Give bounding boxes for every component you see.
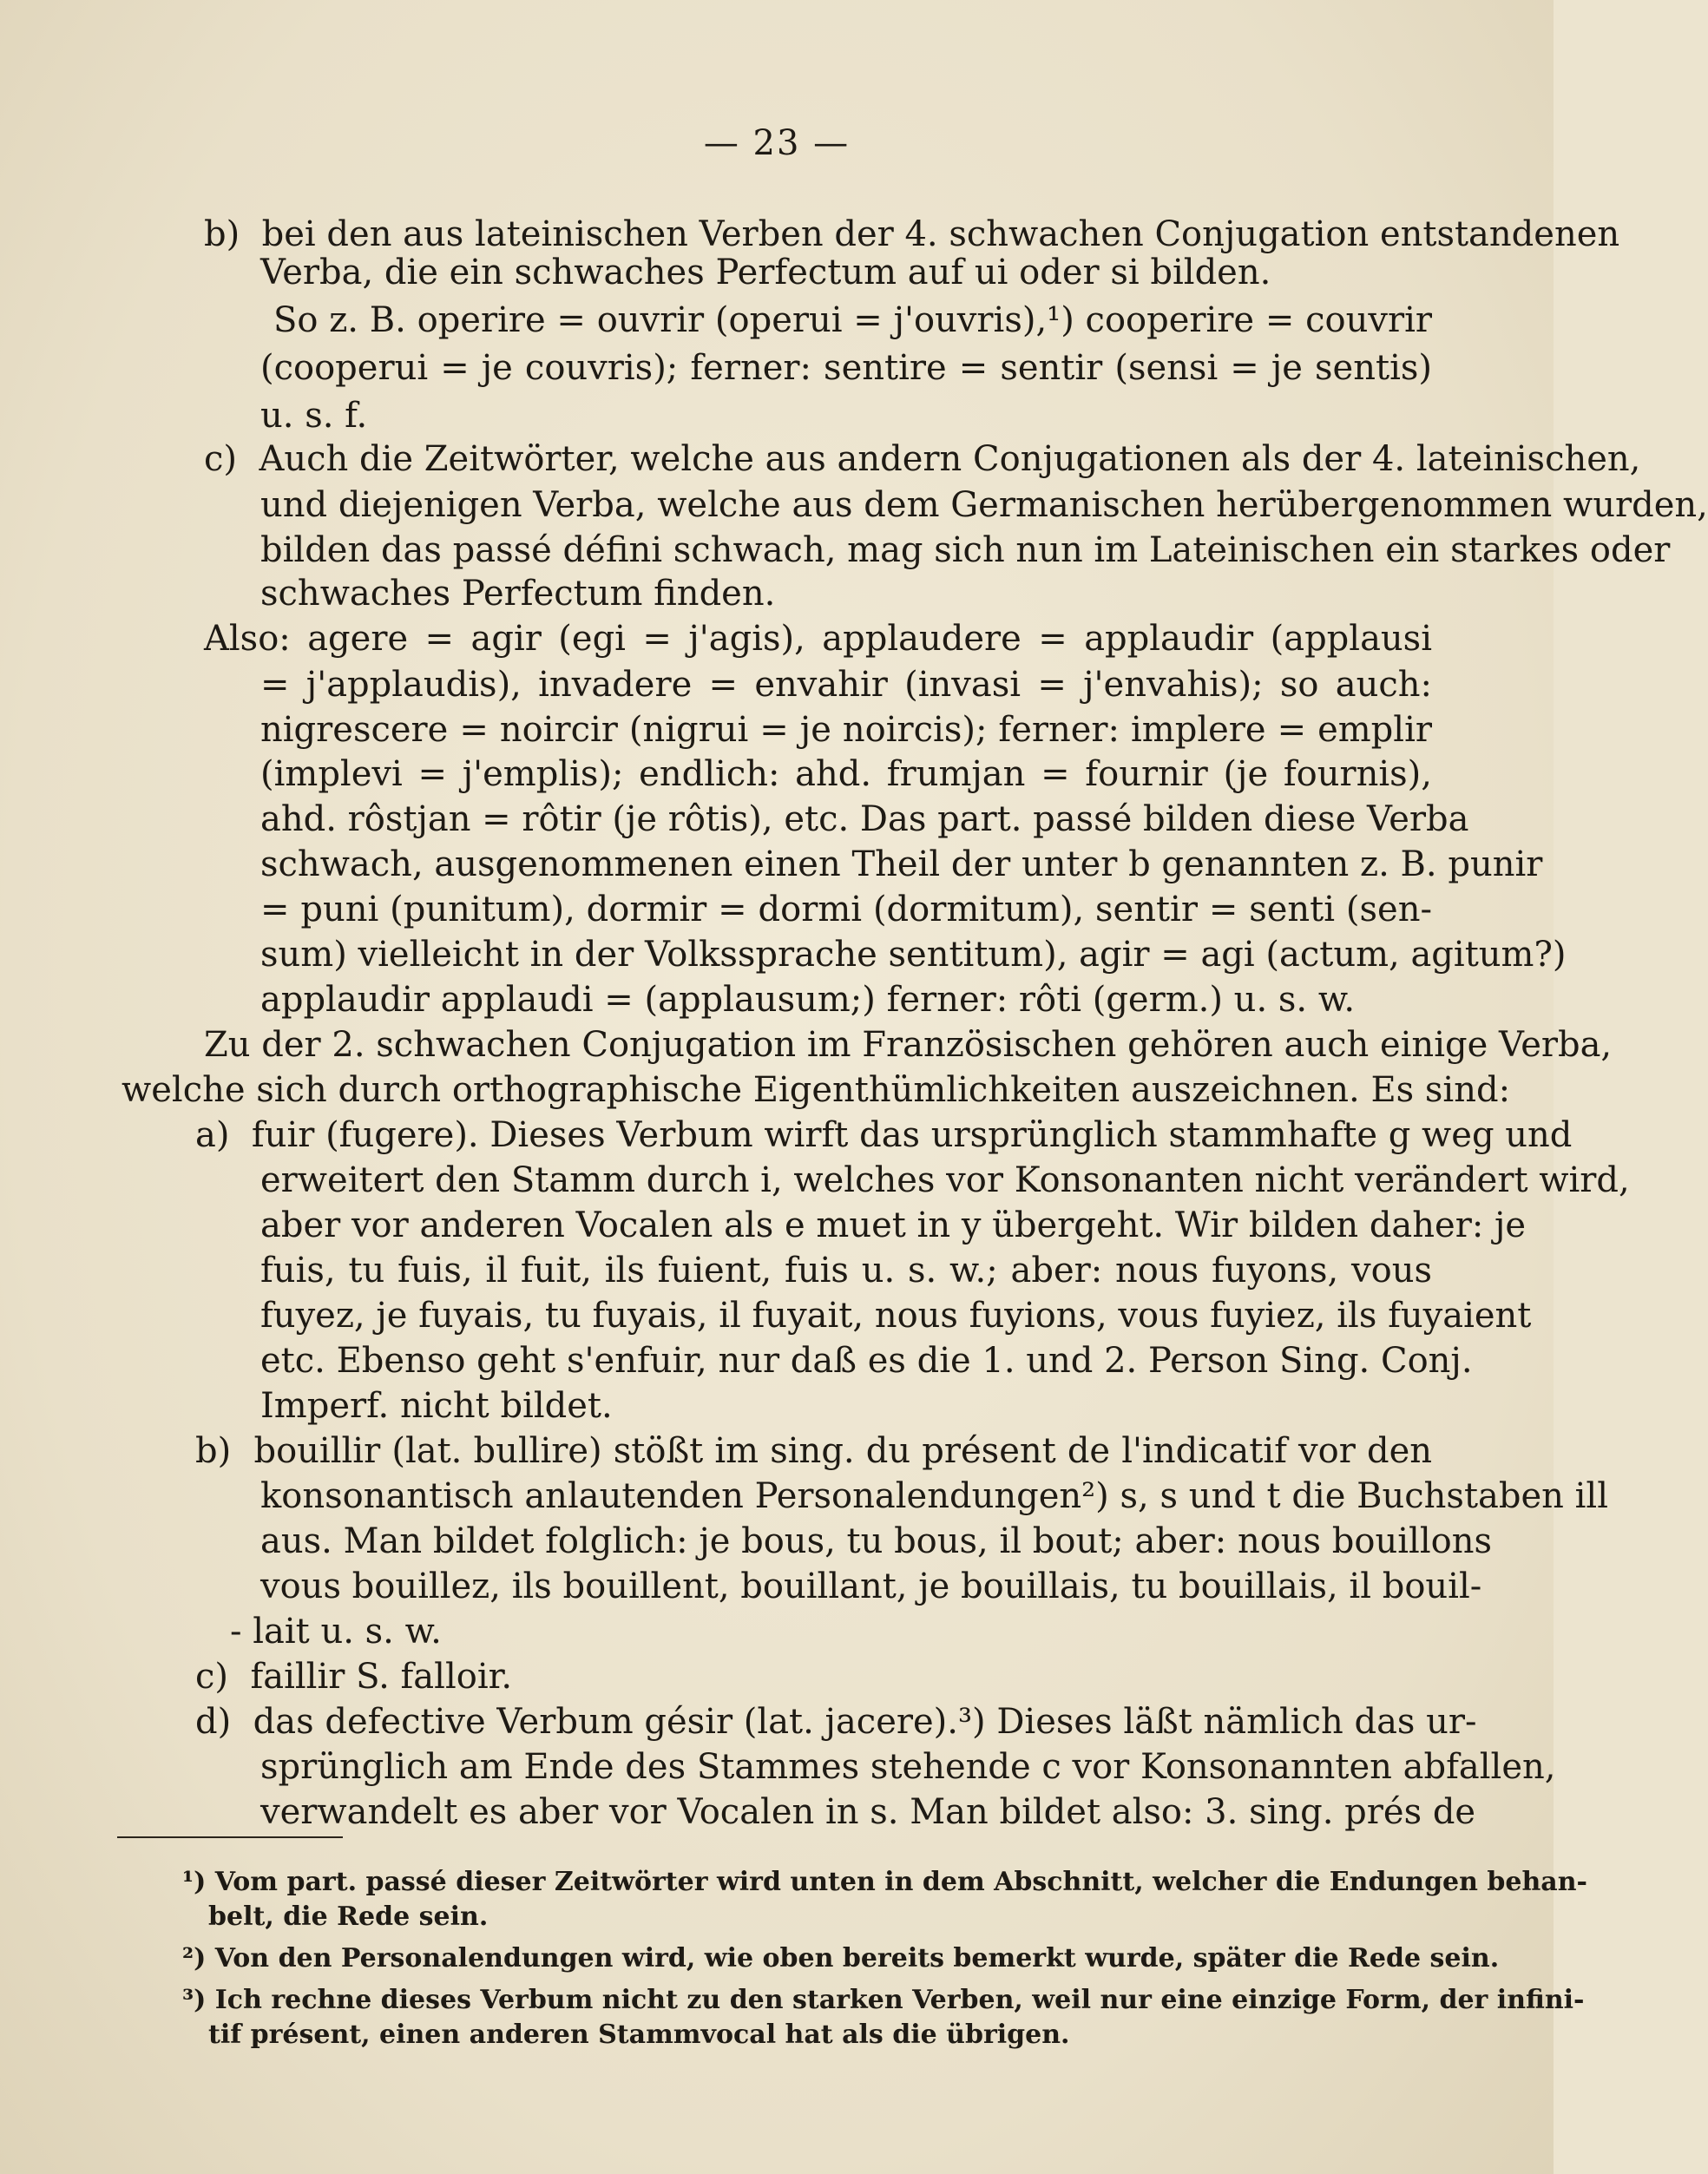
text-line: c) Auch die Zeitwörter, welche aus andern Conjugationen als der 4. lateinischen,	[204, 439, 1641, 479]
text-line: aber vor anderen Vocalen als e muet in y übergeht. Wir bilden daher: je	[260, 1205, 1527, 1245]
footnote-line: ²) Von den Personalendungen wird, wie oben bereits bemerkt wurde, später die Rede sein.	[182, 1943, 1500, 1974]
footnote-line: belt, die Rede sein.	[208, 1901, 489, 1932]
text-line: b) bouillir (lat. bullire) stößt im sing. du présent de l'indicatif vor den	[195, 1431, 1432, 1471]
text-line: - lait u. s. w.	[230, 1612, 442, 1652]
footnote-line: ³) Ich rechne dieses Verbum nicht zu den starken Verben, weil nur eine einzige Form, der infini-	[182, 1985, 1585, 2015]
text-line: erweitert den Stamm durch i, welches vor Konsonanten nicht verändert wird,	[260, 1160, 1630, 1200]
text-line: sum) vielleicht in der Volkssprache sentitum), agir = agi (actum, agitum?)	[260, 935, 1567, 975]
text-line: schwach, ausgenommenen einen Theil der unter b genannten z. B. punir	[260, 844, 1543, 884]
text-line: schwaches Perfectum finden.	[260, 574, 776, 614]
page-number: — 23 —	[703, 123, 851, 163]
text-line: welche sich durch orthographische Eigenthümlichkeiten auszeichnen. Es sind:	[122, 1070, 1511, 1110]
text-line: u. s. f.	[260, 396, 368, 436]
text-line: fuyez, je fuyais, tu fuyais, il fuyait, nous fuyions, vous fuyiez, ils fuyaient	[260, 1296, 1532, 1336]
text-line: Also: agere = agir (egi = j'agis), applaudere = applaudir (applausi	[204, 619, 1432, 659]
text-line: Verba, die ein schwaches Perfectum auf ui oder si bilden.	[260, 253, 1271, 292]
text-line: fuis, tu fuis, il fuit, ils fuient, fuis u. s. w.; aber: nous fuyons, vous	[260, 1251, 1432, 1291]
text-line: So z. B. operire = ouvrir (operui = j'ouvris),¹) cooperire = couvrir	[273, 300, 1432, 340]
text-line: (cooperui = je couvris); ferner: sentire = sentir (sensi = je sentis)	[260, 348, 1432, 388]
text-line: verwandelt es aber vor Vocalen in s. Man bildet also: 3. sing. prés de	[260, 1792, 1476, 1832]
text-line: = puni (punitum), dormir = dormi (dormitum), sentir = senti (sen-	[260, 890, 1432, 929]
text-line: Zu der 2. schwachen Conjugation im Französischen gehören auch einige Verba,	[204, 1025, 1613, 1065]
footnote-rule	[117, 1836, 343, 1838]
text-line: konsonantisch anlautenden Personalendungen²) s, s und t die Buchstaben ill	[260, 1476, 1609, 1516]
text-line: applaudir applaudi = (applausum;) ferner: rôti (germ.) u. s. w.	[260, 980, 1356, 1020]
footnote-line: tif présent, einen anderen Stammvocal hat als die übrigen.	[208, 2020, 1070, 2050]
text-line: Imperf. nicht bildet.	[260, 1386, 613, 1426]
text-line: sprünglich am Ende des Stammes stehende c vor Konsonannten abfallen,	[260, 1747, 1556, 1787]
text-line: etc. Ebenso geht s'enfuir, nur daß es die 1. und 2. Person Sing. Conj.	[260, 1341, 1473, 1381]
text-line: nigrescere = noircir (nigrui = je noircis); ferner: implere = emplir	[260, 710, 1432, 750]
text-line: ahd. rôstjan = rôtir (je rôtis), etc. Das part. passé bilden diese Verba	[260, 799, 1469, 839]
text-line: b) bei den aus lateinischen Verben der 4. schwachen Conjugation entstandenen	[204, 214, 1620, 254]
text-line: vous bouillez, ils bouillent, bouillant, je bouillais, tu bouillais, il bouil-	[260, 1566, 1482, 1606]
text-line: d) das defective Verbum gésir (lat. jacere).³) Dieses läßt nämlich das ur-	[195, 1702, 1477, 1742]
footnote-line: ¹) Vom part. passé dieser Zeitwörter wird unten in dem Abschnitt, welcher die Endungen behan-	[182, 1867, 1587, 1897]
text-line: c) faillir S. falloir.	[195, 1657, 513, 1697]
text-line: a) fuir (fugere). Dieses Verbum wirft das ursprünglich stammhafte g weg und	[195, 1115, 1573, 1155]
text-line: bilden das passé défini schwach, mag sich nun im Lateinischen ein starkes oder	[260, 530, 1671, 570]
text-line: aus. Man bildet folglich: je bous, tu bous, il bout; aber: nous bouillons	[260, 1521, 1492, 1561]
text-line: (implevi = j'emplis); endlich: ahd. frumjan = fournir (je fournis),	[260, 754, 1432, 794]
text-line: = j'applaudis), invadere = envahir (invasi = j'envahis); so auch:	[260, 665, 1432, 705]
text-line: und diejenigen Verba, welche aus dem Germanischen herübergenommen wurden,	[260, 485, 1708, 525]
